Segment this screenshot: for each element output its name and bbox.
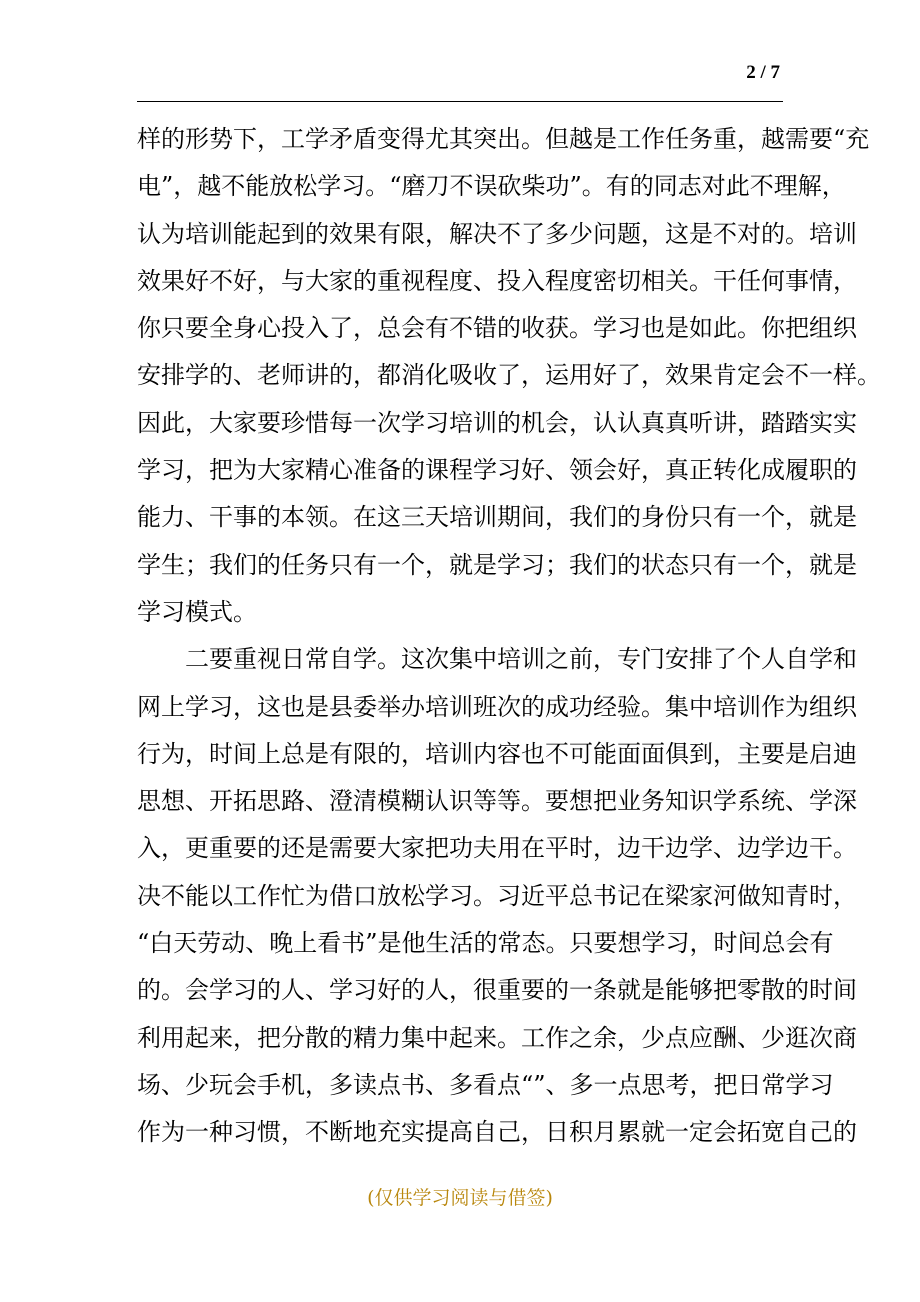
text-line: 网上学习，这也是县委举办培训班次的成功经验。集中培训作为组织 — [137, 692, 857, 721]
paragraph-start-line: 二要重视日常自学。这次集中培训之前，专门安排了个人自学和 — [185, 645, 857, 674]
text-line: 电”，越不能放松学习。“磨刀不误砍柴功”。有的同志对此不理解， — [137, 172, 846, 201]
text-line: 能力、干事的本领。在这三天培训期间，我们的身份只有一个，就是 — [137, 503, 857, 532]
text-line: 学习，把为大家精心准备的课程学习好、领会好，真正转化成履职的 — [137, 456, 857, 485]
footer-note: (仅供学习阅读与借签) — [367, 1187, 553, 1209]
document-body — [137, 116, 881, 1157]
header-rule — [137, 101, 783, 102]
text-line: 行为，时间上总是有限的，培训内容也不可能面面俱到，主要是启迪 — [137, 739, 857, 768]
text-line: 样的形势下，工学矛盾变得尤其突出。但越是工作任务重，越需要“充 — [137, 125, 870, 153]
text-line: 场、少玩会手机，多读点书、多看点“”、多一点思考，把日常学习 — [137, 1070, 834, 1099]
text-line: 安排学的、老师讲的，都消化吸收了，运用好了，效果肯定会不一样。 — [137, 361, 881, 390]
text-line: 你只要全身心投入了，总会有不错的收获。学习也是如此。你把组织 — [137, 314, 857, 343]
text-line: 入，更重要的还是需要大家把功夫用在平时，边干边学、边学边干。 — [137, 834, 857, 863]
text-line: 思想、开拓思路、澄清模糊认识等等。要想把业务知识学系统、学深 — [137, 787, 857, 816]
text-line: 利用起来，把分散的精力集中起来。工作之余，少点应酬、少逛次商 — [137, 1023, 857, 1052]
paragraph-end-line: 学习模式。 — [137, 597, 257, 626]
text-line: 作为一种习惯，不断地充实提高自己，日积月累就一定会拓宽自己的 — [137, 1118, 857, 1147]
text-line: 因此，大家要珍惜每一次学习培训的机会，认认真真听讲，踏踏实实 — [137, 408, 857, 437]
text-line: 认为培训能起到的效果有限，解决不了多少问题，这是不对的。培训 — [137, 219, 857, 248]
text-line: 学生；我们的任务只有一个，就是学习；我们的状态只有一个，就是 — [137, 550, 857, 579]
text-line: 效果好不好，与大家的重视程度、投入程度密切相关。干任何事情， — [137, 266, 857, 295]
text-line: “白天劳动、晚上看书”是他生活的常态。只要想学习，时间总会有 — [137, 929, 834, 958]
text-line: 的。会学习的人、学习好的人，很重要的一条就是能够把零散的时间 — [137, 976, 857, 1005]
page-number: 2 / 7 — [746, 62, 780, 83]
text-line: 决不能以工作忙为借口放松学习。习近平总书记在梁家河做知青时， — [137, 881, 857, 910]
